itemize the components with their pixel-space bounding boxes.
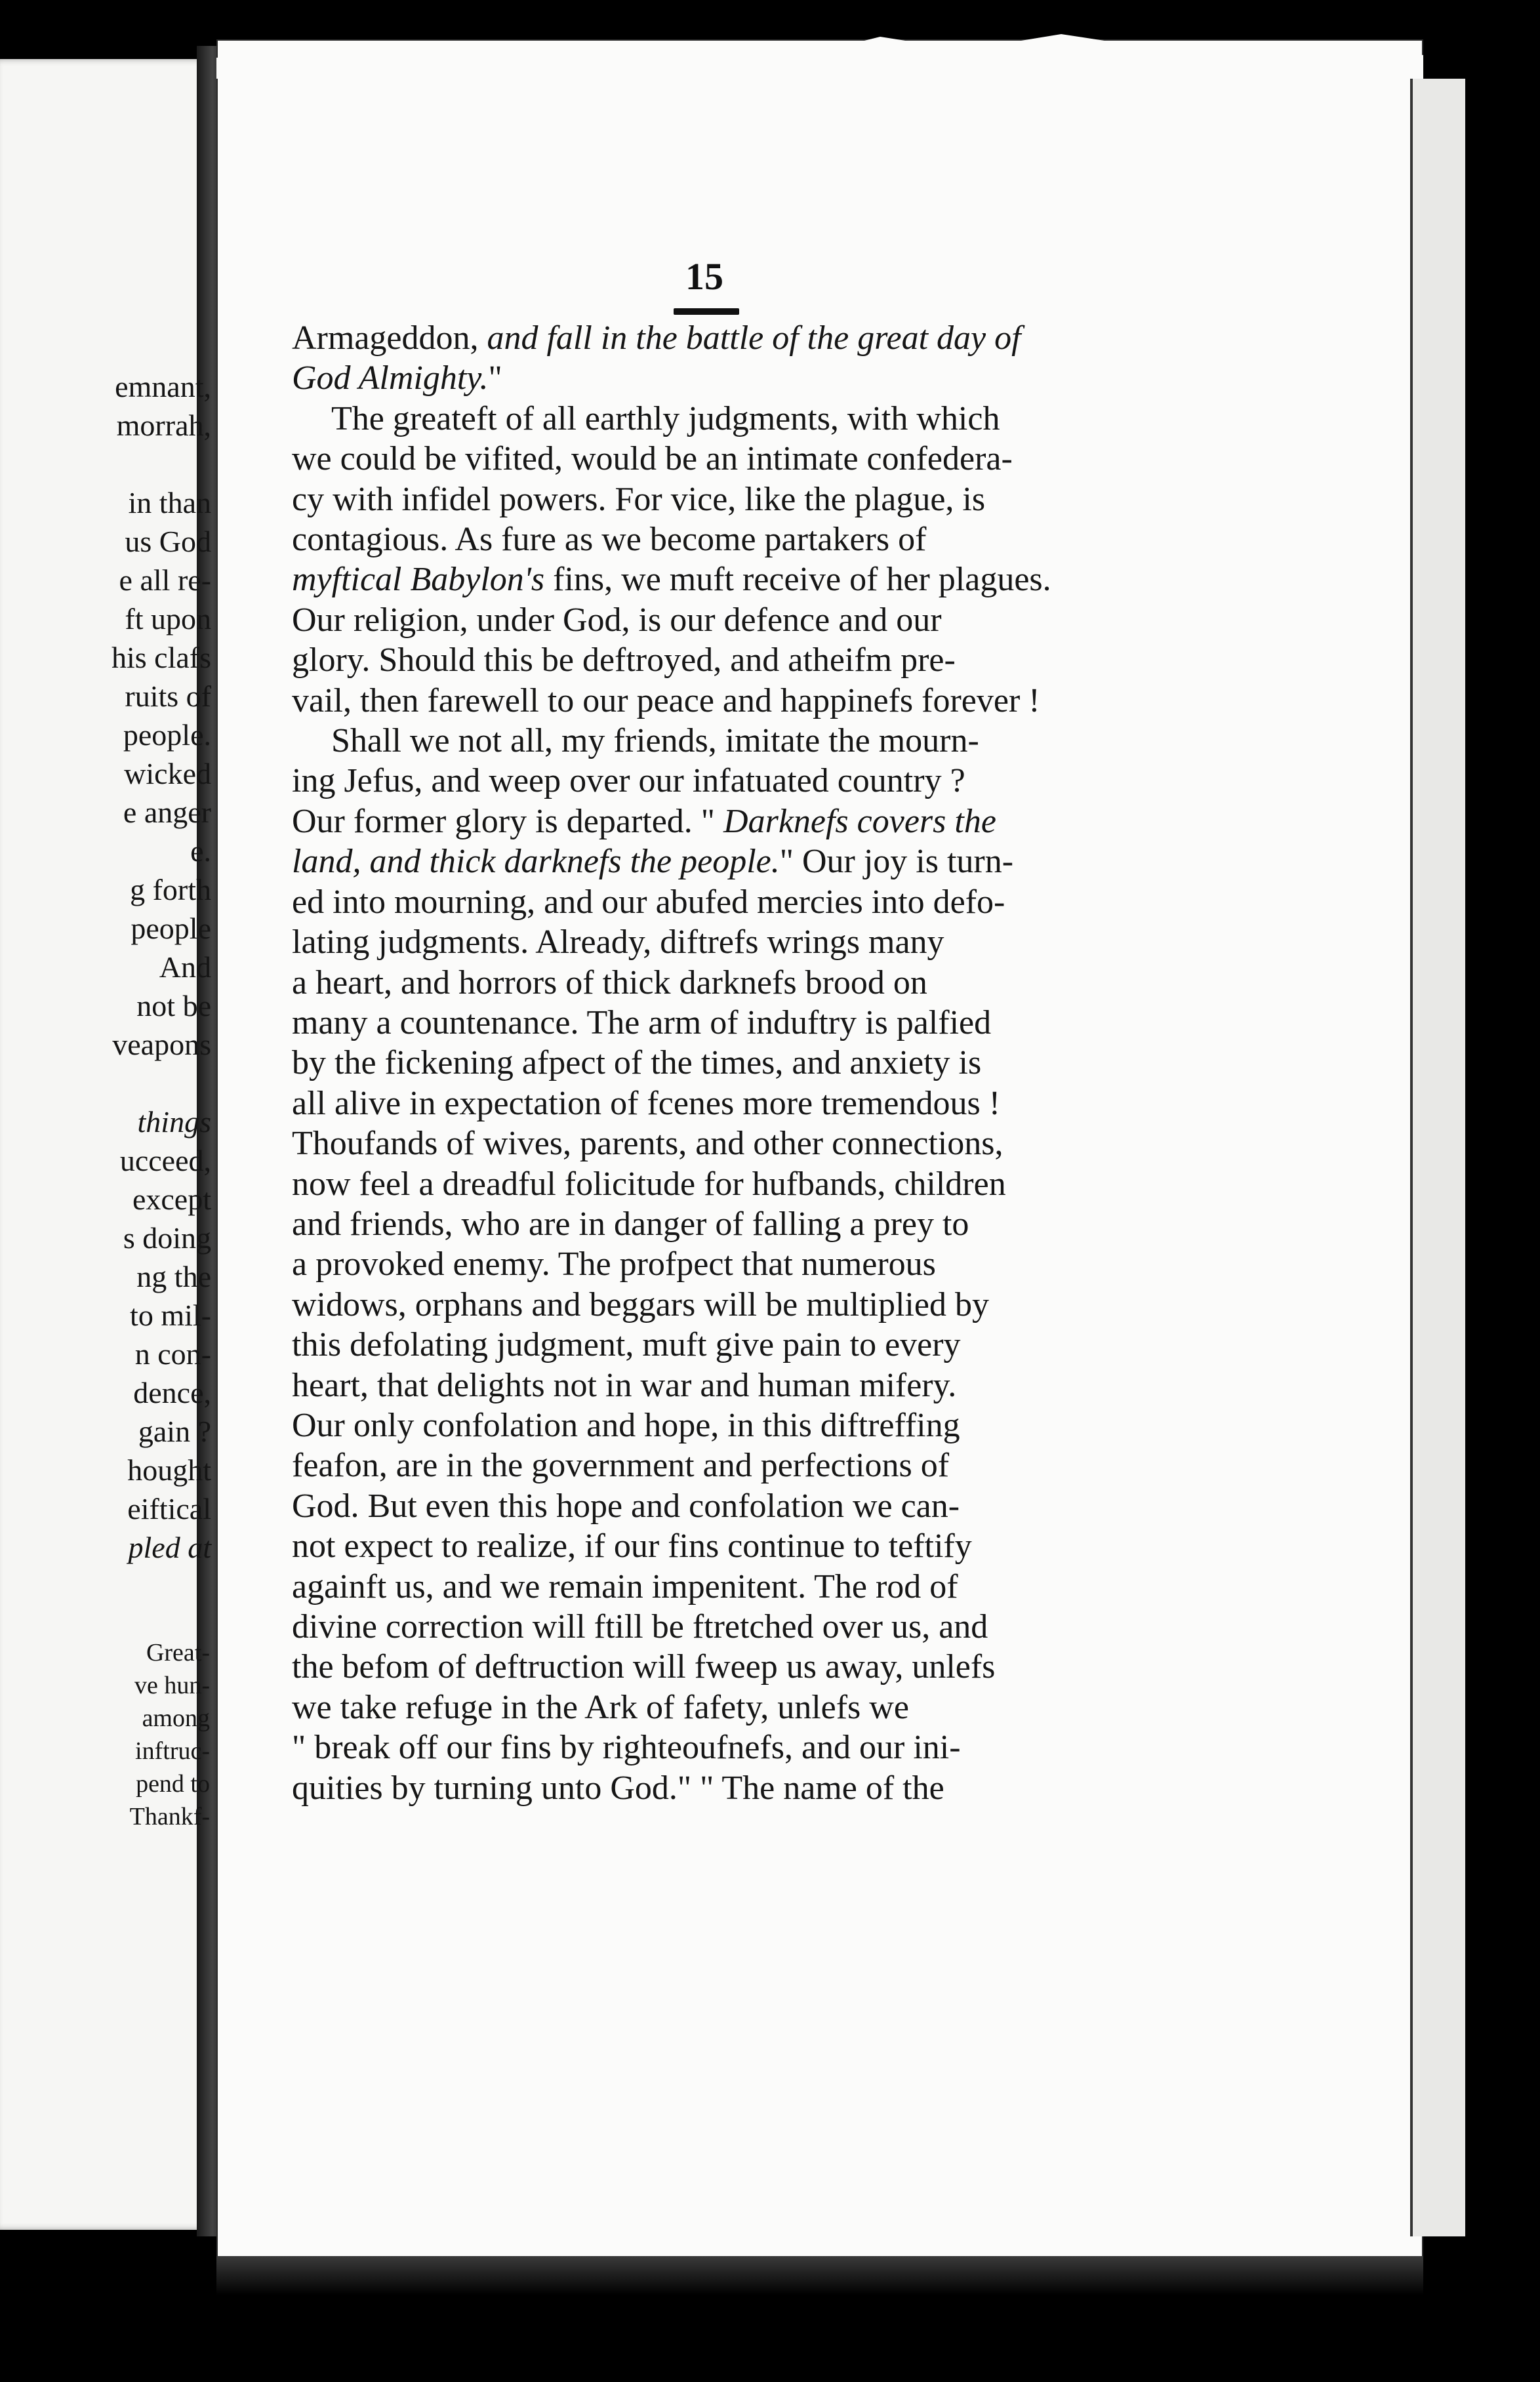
left-line: morrah, (116, 409, 211, 442)
text-run: ed into mourning, and our abufed mercies into defo- (292, 883, 1005, 921)
text-line (292, 318, 1164, 358)
text-run: " break off our fins by righteoufnefs, and our ini- (292, 1729, 961, 1767)
text-run: glory. Should this be deftroyed, and atheifm pre- (292, 641, 956, 679)
left-footnote-line: pend to (136, 1770, 210, 1798)
left-line: veapons (112, 1028, 211, 1061)
text-line (292, 1607, 1164, 1647)
text-run: divine correction will ftill be ftretched over us, and (292, 1608, 988, 1645)
left-line (0, 1064, 321, 1102)
text-run: quities by turning unto God." " The name of the (292, 1769, 944, 1807)
text-line (292, 721, 1164, 761)
text-line (292, 1244, 1164, 1284)
left-line: ucceed, (119, 1144, 211, 1177)
text-run: cy with infidel powers. For vice, like the plague, is (292, 480, 986, 518)
text-line (292, 519, 1164, 559)
text-line (292, 399, 1164, 439)
text-run: againft us, and we remain impenitent. The rod of (292, 1567, 958, 1605)
text-run: Our former glory is departed. " (292, 802, 724, 840)
text-line (292, 1123, 1164, 1163)
text-run: contagious. As fure as we become partakers of (292, 521, 927, 559)
text-line (292, 559, 1164, 599)
left-footnote-line: Great- (146, 1639, 210, 1666)
left-line: emnant, (115, 370, 211, 403)
text-line (292, 1003, 1164, 1043)
italic-run: land, and thick darknefs the people. (292, 843, 780, 881)
text-run: God. But even this hope and confolation we can- (292, 1487, 960, 1525)
text-run: we could be vifited, would be an intimate confedera- (292, 440, 1013, 478)
text-line (292, 1365, 1164, 1405)
left-line: wicked (124, 757, 211, 790)
left-footnote-line: among (142, 1705, 210, 1732)
left-line: And (159, 950, 211, 984)
text-line (292, 1164, 1164, 1204)
left-line: s doing (123, 1221, 211, 1255)
left-line: not be (136, 989, 211, 1022)
left-line: ruits of (125, 679, 211, 713)
left-line: in than (128, 486, 211, 519)
page-number: 15 (685, 255, 723, 298)
text-line (292, 479, 1164, 519)
page-edge-right (1410, 79, 1465, 2236)
text-run: the befom of deftruction will fweep us away, unlefs (292, 1648, 996, 1686)
text-line (292, 1083, 1164, 1123)
page-bottom-shadow (216, 2256, 1423, 2295)
body-text (292, 318, 1164, 1808)
text-run: " (488, 359, 502, 397)
text-run: not expect to realize, if our fins continue to teftify (292, 1527, 972, 1565)
text-line (292, 841, 1164, 881)
text-run: many a countenance. The arm of induftry is palfied (292, 1003, 992, 1041)
left-line: ng the (136, 1260, 211, 1293)
text-line (292, 1325, 1164, 1365)
italic-run: and fall in the battle of the great day of (487, 319, 1021, 357)
text-line (292, 1687, 1164, 1727)
text-run: Our only confolation and hope, in this diftreffing (292, 1406, 960, 1444)
text-run: Thoufands of wives, parents, and other connections, (292, 1125, 1003, 1163)
text-line (292, 439, 1164, 479)
text-line (292, 1768, 1164, 1808)
text-run: vail, then farewell to our peace and happinefs forever ! (292, 681, 1040, 719)
italic-run: myftical Babylon's (292, 561, 545, 599)
left-line: g forth (130, 873, 211, 906)
text-run: this defolating judgment, muft give pain to every (292, 1326, 961, 1364)
text-run: widows, orphans and beggars will be multiplied by (292, 1285, 989, 1323)
text-run: The greateft of all earthly judgments, with which (331, 399, 1000, 437)
text-run: fins, we muft receive of her plagues. (544, 561, 1051, 599)
text-run: feafon, are in the government and perfections of (292, 1447, 950, 1485)
left-page-text (0, 367, 216, 1567)
text-line (292, 922, 1164, 962)
text-run: now feel a dreadful folicitude for hufbands, children (292, 1165, 1006, 1203)
left-line: people. (123, 718, 211, 752)
torn-page-edge (216, 26, 1423, 79)
text-run: " Our joy is turn- (779, 843, 1014, 881)
text-line (292, 1486, 1164, 1526)
text-run: Shall we not all, my friends, imitate the mourn- (331, 722, 979, 760)
italic-run: Darknefs covers the (723, 802, 996, 840)
left-footnote-line: ve hun- (134, 1672, 210, 1699)
left-page-text-area (0, 0, 211, 2382)
text-line (292, 640, 1164, 680)
left-line: eiftical (127, 1492, 211, 1525)
text-run: Our religion, under God, is our defence and our (292, 601, 942, 639)
text-run: all alive in expectation of fcenes more tremendous ! (292, 1084, 1001, 1122)
left-page-footnote (0, 1636, 210, 1833)
text-line (292, 1526, 1164, 1566)
left-footnote-line: inftruc- (135, 1737, 210, 1765)
text-line (292, 1647, 1164, 1687)
left-line: e anger (123, 796, 211, 829)
text-line (292, 1727, 1164, 1767)
text-run: by the fickening afpect of the times, and anxiety is (292, 1044, 982, 1082)
text-line (292, 600, 1164, 640)
left-line: n con- (134, 1337, 211, 1371)
text-run: and friends, who are in danger of falling a prey to (292, 1205, 969, 1243)
text-run: Armageddon, (292, 319, 487, 357)
text-run: we take refuge in the Ark of fafety, unlefs we (292, 1688, 909, 1726)
text-line (292, 963, 1164, 1003)
text-run: ing Jefus, and weep over our infatuated country ? (292, 762, 965, 800)
left-line: his clafs (111, 641, 211, 674)
left-line: people (131, 912, 211, 945)
left-line: us God (125, 525, 211, 558)
text-line (292, 801, 1164, 841)
left-line: dence, (133, 1376, 211, 1409)
italic-run: God Almighty. (292, 359, 489, 397)
left-line: gain ? (138, 1415, 211, 1448)
text-line (292, 882, 1164, 922)
text-line (292, 1445, 1164, 1485)
text-run: lating judgments. Already, diftrefs wrings many (292, 923, 944, 961)
text-run: a heart, and horrors of thick darknefs brood on (292, 963, 927, 1001)
text-line (292, 1204, 1164, 1244)
text-line (292, 1405, 1164, 1445)
page-number-rule (674, 308, 739, 315)
text-line (292, 761, 1164, 801)
left-line: pled at (128, 1531, 211, 1564)
left-line: hought (127, 1453, 211, 1487)
text-run: heart, that delights not in war and human mifery. (292, 1366, 957, 1404)
left-footnote-line: Thankf- (129, 1803, 210, 1830)
left-line: things (137, 1105, 211, 1139)
text-run: a provoked enemy. The profpect that numerous (292, 1245, 936, 1283)
left-line: except (132, 1182, 211, 1216)
text-line (292, 358, 1164, 398)
text-line (292, 1567, 1164, 1607)
text-line (292, 681, 1164, 721)
left-line: to mil- (130, 1299, 211, 1332)
text-line (292, 1285, 1164, 1325)
left-line: e. (190, 834, 211, 868)
left-line: e all re- (119, 563, 211, 597)
left-line (0, 445, 321, 483)
left-line: ft upon (125, 602, 211, 636)
text-line (292, 1043, 1164, 1083)
